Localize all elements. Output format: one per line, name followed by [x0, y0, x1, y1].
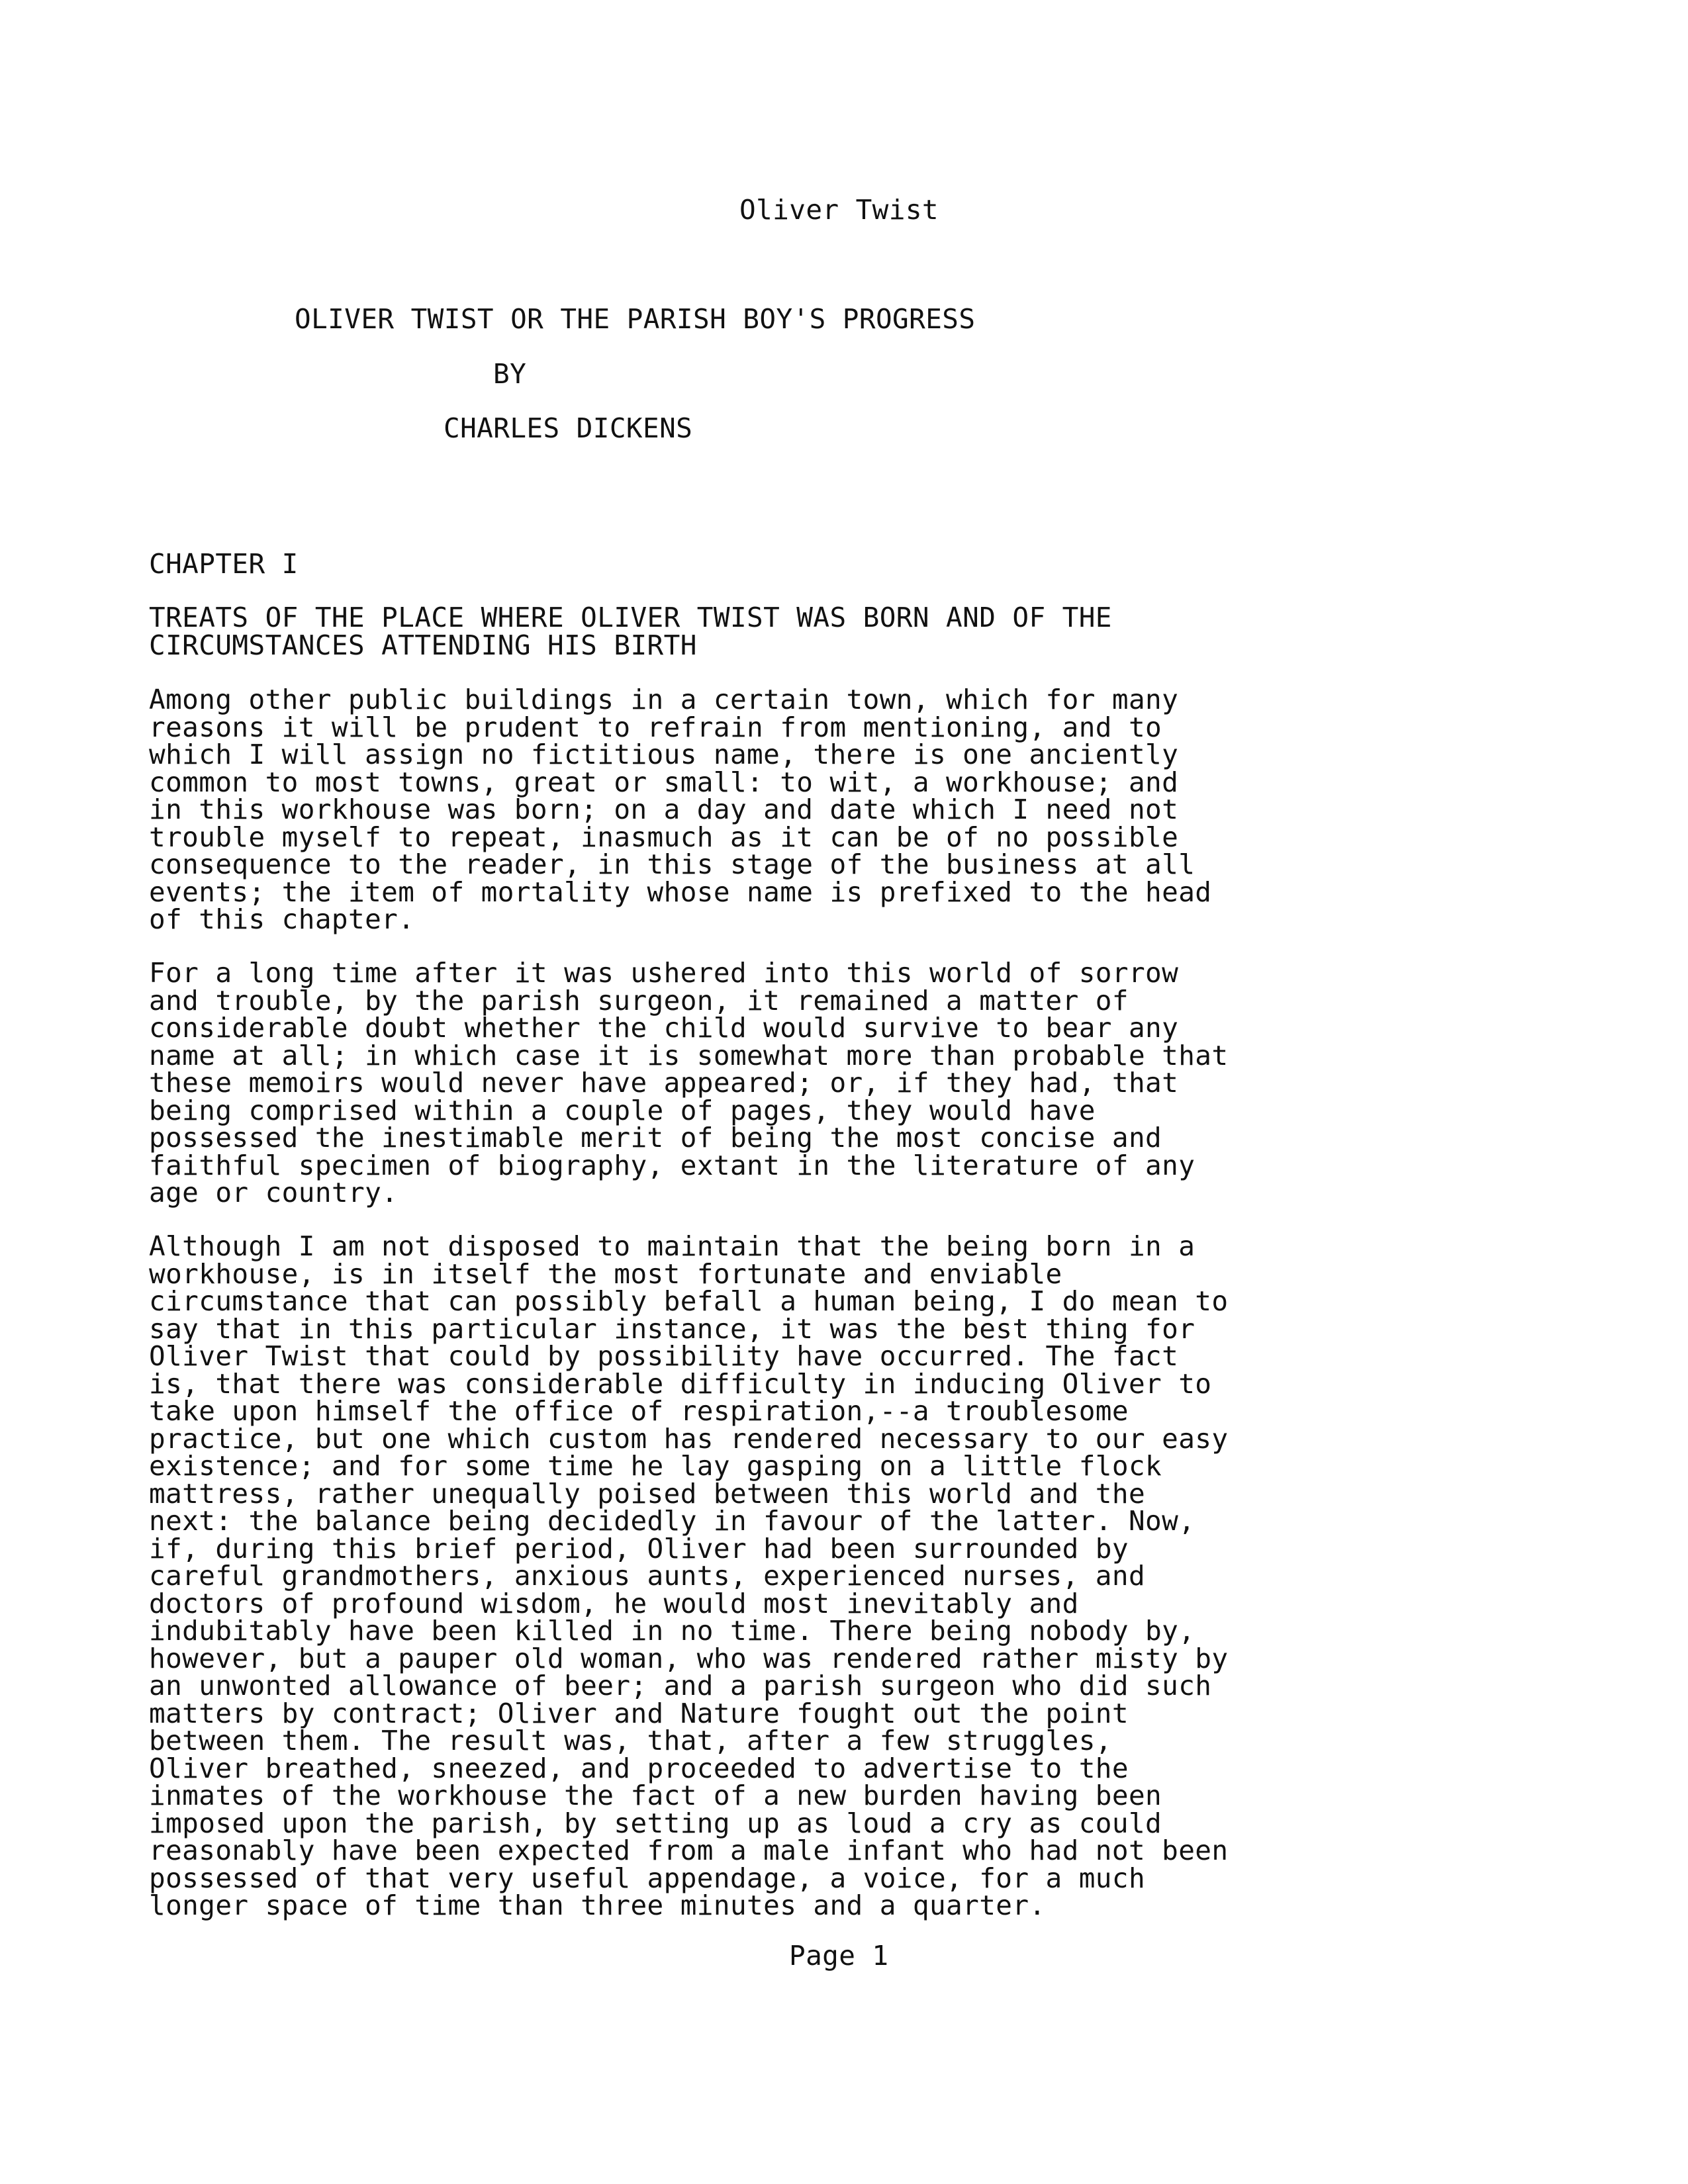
- chapter-number: CHAPTER I: [149, 548, 299, 580]
- author-name: CHARLES DICKENS: [444, 412, 693, 444]
- book-title: OLIVER TWIST OR THE PARISH BOY'S PROGRESS: [295, 303, 976, 335]
- paragraph-3: Although I am not disposed to maintain that the being born in a workhouse, is in itself the most fortunate and enviable circumstance that can possibly befall a human being, I do mean to say that in this particular instance, it was the best thing for Oliver Twist that could by possibility have occurred. The fact is, that there was considerable difficulty in inducing Oliver to take upon himself the office of respiration,--a troublesome practice, but one which custom has rendered necessary to our easy existence; and for some time he lay gasping on a little flock mattress, rather unequally poised between this world and the next: the balance being decidedly in favour of the latter. Now, if, during this brief period, Oliver had been surrounded by careful grandmothers, anxious aunts, experienced nurses, and doctors of profound wisdom, he would most inevitably and indubitably have been killed in no time. There being nobody by, however, but a pauper old woman, who was rendered rather misty by an unwonted allowance of beer; and a parish surgeon who did such matters by contract; Oliver and Nature fought out the point between them. The result was, that, after a few struggles, Oliver breathed, sneezed, and proceeded to advertise to the inmates of the workhouse the fact of a new burden having been imposed upon the parish, by setting up as loud a cry as could reasonably have been expected from a male infant who had not been possessed of that very useful appendage, a voice, for a much longer space of time than three minutes and a quarter.: [149, 1230, 1229, 1921]
- chapter-heading: TREATS OF THE PLACE WHERE OLIVER TWIST WAS BORN AND OF THE CIRCUMSTANCES ATTENDING HIS BIRTH: [149, 602, 1112, 661]
- running-title: Oliver Twist: [739, 194, 939, 226]
- page-number: Page 1: [789, 1940, 889, 1972]
- paragraph-1: Among other public buildings in a certain town, which for many reasons it will be prudent to refrain from mentioning, and to which I will assign no fictitious name, there is one anciently common to most towns, great or small: to wit, a workhouse; and in this workhouse was born; on a day and date which I need not trouble myself to repeat, inasmuch as it can be of no possible consequence to the reader, in this stage of the business at all events; the item of mortality whose name is prefixed to the head of this chapter.: [149, 684, 1212, 935]
- paragraph-2: For a long time after it was ushered into this world of sorrow and trouble, by the parish surgeon, it remained a matter of considerable doubt whether the child would survive to bear any name at all; in which case it is somewhat more than probable that these memoirs would never have appeared; or, if they had, that being comprised within a couple of pages, they would have possessed the inestimable merit of being the most concise and faithful specimen of biography, extant in the literature of any age or country.: [149, 957, 1229, 1208]
- byline-by: BY: [493, 358, 527, 390]
